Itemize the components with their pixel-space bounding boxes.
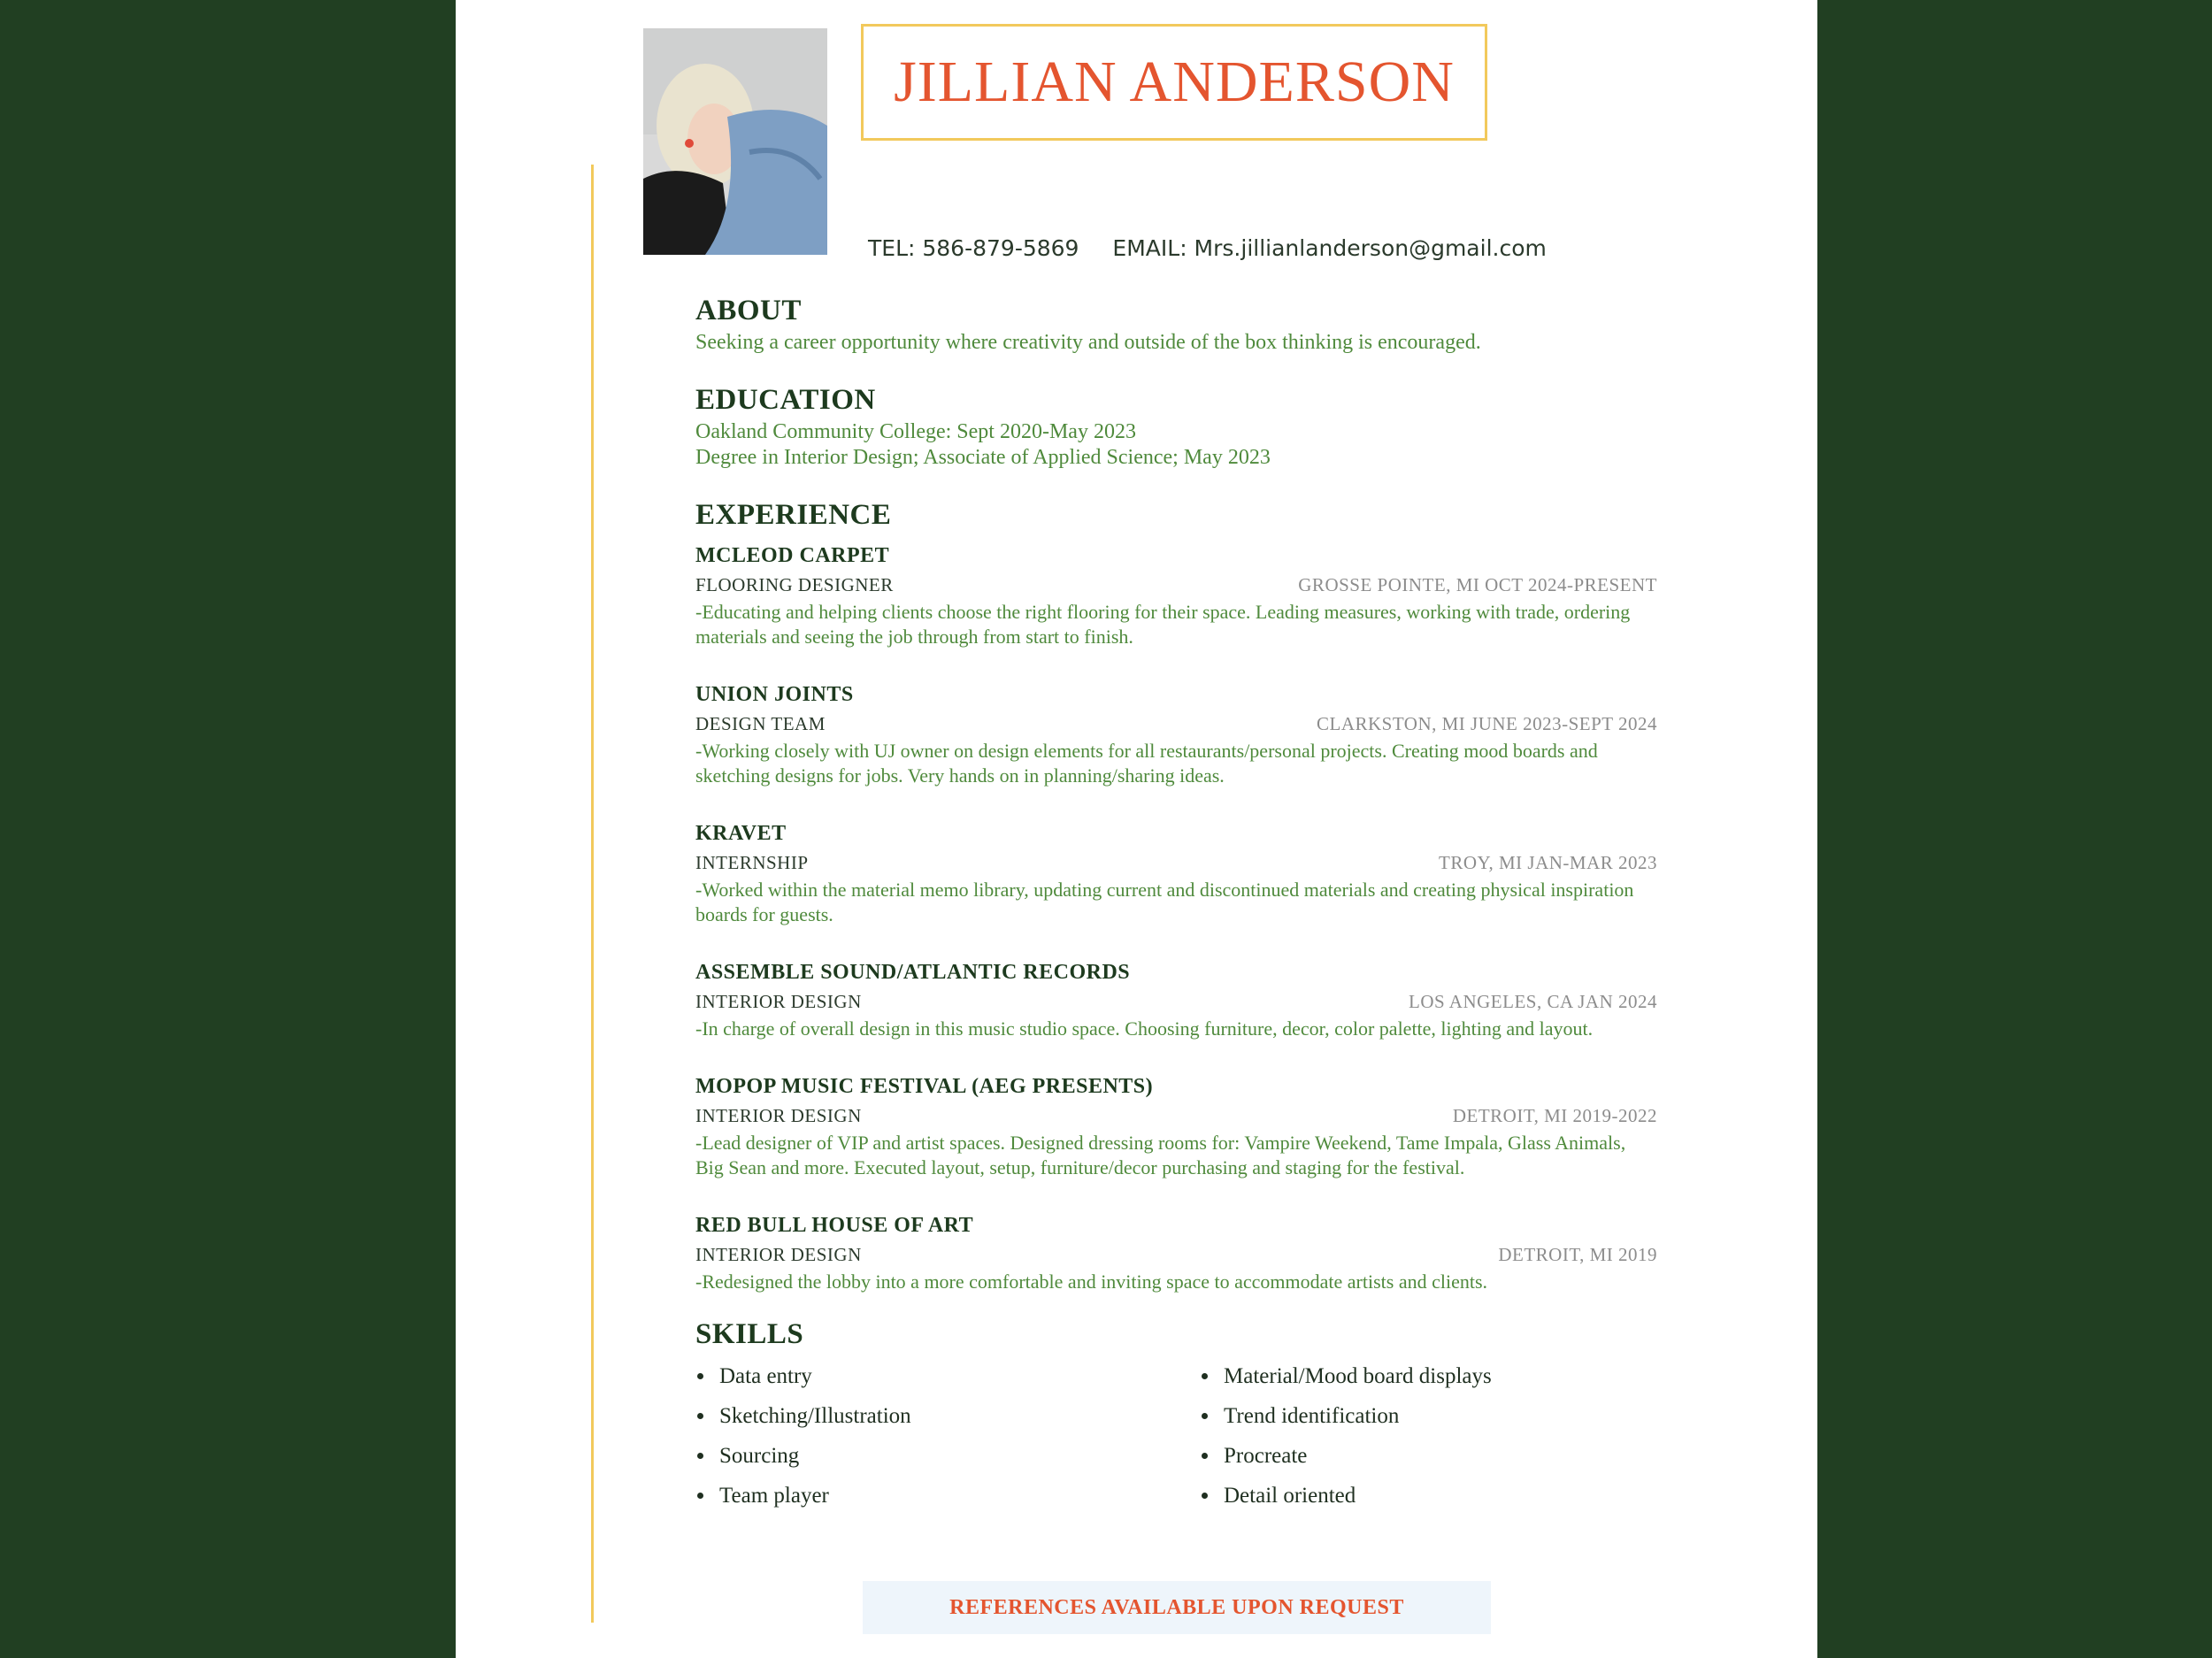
job-entry	[695, 1073, 1657, 1180]
job-entry	[695, 681, 1657, 788]
skills-section	[695, 1317, 1657, 1516]
bullet-icon	[697, 1413, 703, 1419]
job-company: KRAVET	[695, 822, 787, 845]
contact-line	[868, 235, 1573, 261]
job-entry	[695, 959, 1657, 1041]
skill-item: Detail oriented	[1200, 1476, 1642, 1516]
job-role-row	[695, 712, 1657, 735]
skill-item: Sketching/Illustration	[695, 1396, 1200, 1436]
job-role: INTERIOR DESIGN	[695, 991, 862, 1012]
job-company: UNION JOINTS	[695, 683, 854, 706]
bullet-icon	[1202, 1453, 1208, 1459]
resume-page	[456, 0, 1817, 1658]
education-line: Degree in Interior Design; Associate of Applied Science; May 2023	[695, 446, 1271, 469]
job-company: MCLEOD CARPET	[695, 544, 890, 567]
bullet-icon	[697, 1373, 703, 1379]
accent-divider-line	[591, 165, 594, 1623]
job-location-date: TROY, MI JAN-MAR 2023	[1439, 852, 1657, 873]
bullet-icon	[697, 1453, 703, 1459]
bullet-icon	[697, 1493, 703, 1499]
skill-item: Sourcing	[695, 1436, 1200, 1476]
skills-heading: SKILLS	[695, 1318, 804, 1350]
job-role: INTERIOR DESIGN	[695, 1244, 862, 1265]
job-entry	[695, 820, 1657, 927]
job-description: -Lead designer of VIP and artist spaces. Designed dressing rooms for: Vampire Weekend, Tame Impala, Glass Animals, Big Sean and more. Executed layout, setup, furniture/decor purchasing and staging for the festival.	[695, 1132, 1626, 1178]
profile-photo	[643, 28, 827, 255]
job-role-row	[695, 573, 1657, 596]
experience-heading: EXPERIENCE	[695, 499, 892, 531]
resume-content	[695, 294, 1657, 1516]
skill-item: Material/Mood board displays	[1200, 1356, 1642, 1396]
bullet-icon	[1202, 1493, 1208, 1499]
job-company: RED BULL HOUSE OF ART	[695, 1214, 974, 1237]
about-section	[695, 294, 1657, 356]
skill-item: Team player	[695, 1476, 1200, 1516]
email-address: EMAIL: Mrs.jillianlanderson@gmail.com	[1112, 235, 1547, 261]
job-role: INTERNSHIP	[695, 852, 809, 873]
job-location-date: LOS ANGELES, CA JAN 2024	[1409, 991, 1657, 1012]
candidate-name: JILLIAN ANDERSON	[894, 50, 1455, 114]
job-role-row	[695, 1104, 1657, 1127]
bullet-icon	[1202, 1413, 1208, 1419]
job-entry	[695, 542, 1657, 649]
skills-list	[695, 1356, 1657, 1516]
bullet-icon	[1202, 1373, 1208, 1379]
job-location-date: CLARKSTON, MI JUNE 2023-SEPT 2024	[1316, 713, 1657, 734]
about-text: Seeking a career opportunity where creativity and outside of the box thinking is encouraged.	[695, 331, 1481, 354]
job-location-date: DETROIT, MI 2019	[1498, 1244, 1657, 1265]
job-role-row	[695, 851, 1657, 874]
experience-section	[695, 498, 1657, 1294]
education-section	[695, 383, 1657, 471]
about-heading: ABOUT	[695, 295, 802, 326]
job-role-row	[695, 1243, 1657, 1266]
job-description: -Redesigned the lobby into a more comfortable and inviting space to accommodate artists and clients.	[695, 1270, 1488, 1293]
skill-item: Procreate	[1200, 1436, 1642, 1476]
education-line: Oakland Community College: Sept 2020-May 2023	[695, 420, 1136, 443]
job-company: ASSEMBLE SOUND/ATLANTIC RECORDS	[695, 961, 1131, 984]
skill-item: Trend identification	[1200, 1396, 1642, 1436]
name-box	[861, 24, 1487, 141]
job-entry	[695, 1212, 1657, 1294]
job-description: -Working closely with UJ owner on design elements for all restaurants/personal projects. Creating mood boards and sketching designs for jobs. Very hands on in planning/sharing ideas.	[695, 740, 1598, 787]
job-location-date: GROSSE POINTE, MI OCT 2024-PRESENT	[1298, 574, 1657, 595]
job-role-row	[695, 990, 1657, 1013]
job-description: -Educating and helping clients choose the right flooring for their space. Leading measures, working with trade, ordering materials and seeing the job through from start to finish.	[695, 601, 1631, 648]
job-location-date: DETROIT, MI 2019-2022	[1452, 1105, 1657, 1126]
job-company: MOPOP MUSIC FESTIVAL (AEG PRESENTS)	[695, 1075, 1154, 1098]
references-banner: REFERENCES AVAILABLE UPON REQUEST	[863, 1581, 1491, 1634]
phone-number: TEL: 586-879-5869	[868, 235, 1079, 261]
job-description: -Worked within the material memo library, updating current and discontinued materials and creating physical inspiration boards for guests.	[695, 879, 1634, 925]
skill-item: Data entry	[695, 1356, 1200, 1396]
education-heading: EDUCATION	[695, 384, 876, 416]
job-role: INTERIOR DESIGN	[695, 1105, 862, 1126]
job-role: DESIGN TEAM	[695, 713, 826, 734]
job-description: -In charge of overall design in this music studio space. Choosing furniture, decor, color palette, lighting and layout.	[695, 1017, 1594, 1040]
job-role: FLOORING DESIGNER	[695, 574, 894, 595]
